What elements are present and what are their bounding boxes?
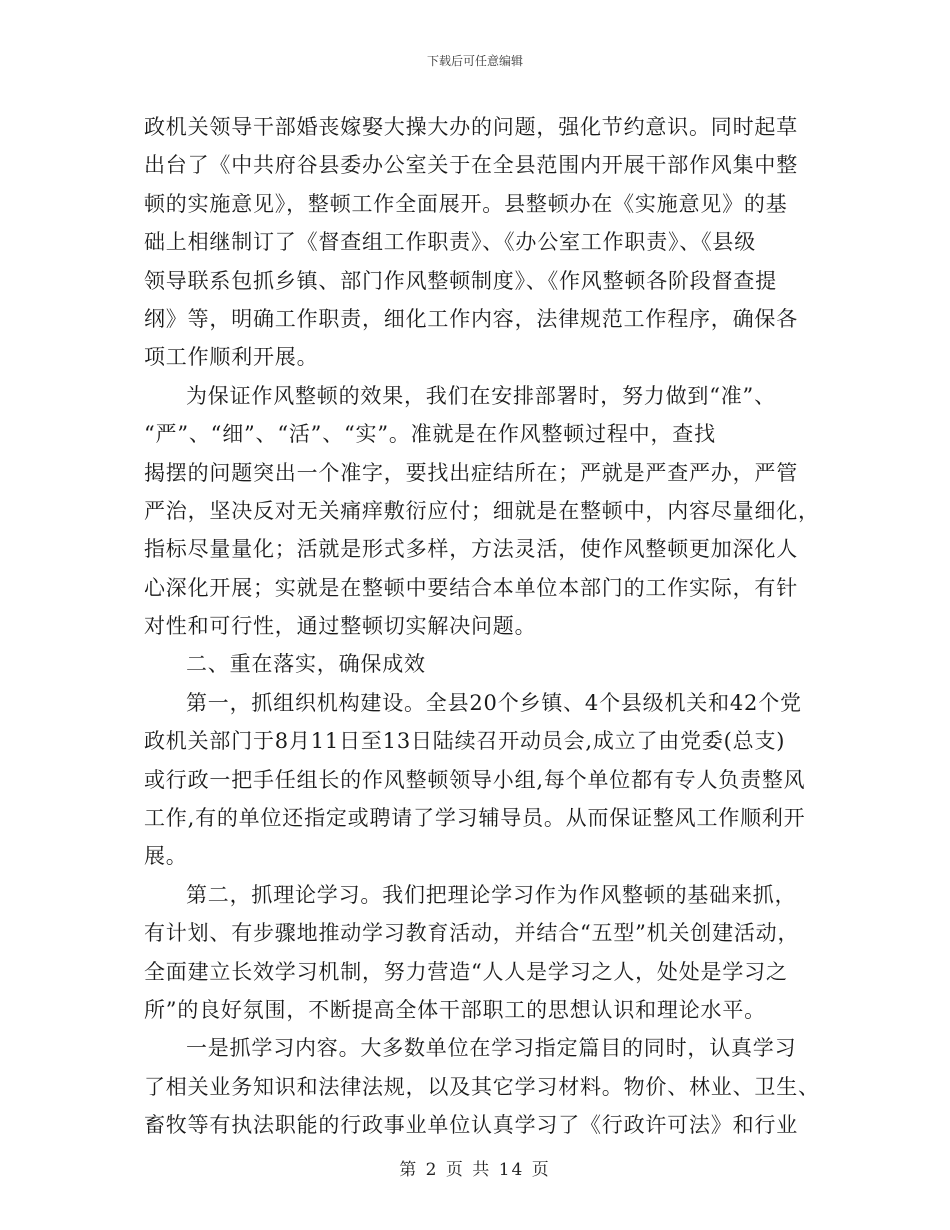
text-line: 或行政一把手任组长的作风整顿领导小组,每个单位都有专人负责整风 [144, 767, 806, 792]
text-line: 指标尽量量化；活就是形式多样，方法灵活，使作风整顿更加深化人 [144, 537, 798, 562]
text-line: 政机关部门于8月11日至13日陆续召开动员会,成立了由党委(总支) [144, 729, 786, 754]
text-line: 工作,有的单位还指定或聘请了学习辅导员。从而保证整风工作顺利开 [144, 806, 806, 831]
text-line: 础上相继制订了《督查组工作职责》、《办公室工作职责》、《县级 [144, 230, 756, 255]
text-line: 有计划、有步骤地推动学习教育活动，并结合“五型”机关创建活动， [144, 921, 800, 946]
text-line: “严”、“细”、“活”、“实”。准就是在作风整顿过程中，查找 [144, 422, 716, 447]
text-line: 对性和可行性，通过整顿切实解决问题。 [144, 614, 537, 639]
document-body [144, 108, 820, 1145]
text-line: 顿的实施意见》，整顿工作全面展开。县整顿办在《实施意见》的基 [144, 191, 788, 216]
text-line: 领导联系包抓乡镇、部门作风整顿制度》、《作风整顿各阶段督查提 [144, 268, 777, 293]
text-line: 全面建立长效学习机制，努力营造“人人是学习之人，处处是学习之 [144, 959, 788, 984]
text-line: 所”的良好氛围，不断提高全体干部职工的思想认识和理论水平。 [144, 997, 766, 1022]
text-line: 二、重在落实，确保成效 [186, 652, 426, 677]
text-line: 政机关领导干部婚丧嫁娶大操大办的问题，强化节约意识。同时起草 [144, 115, 798, 139]
text-line: 出台了《中共府谷县委办公室关于在全县范围内开展干部作风集中整 [144, 153, 798, 178]
text-line: 为保证作风整顿的效果，我们在安排部署时，努力做到“准”、 [186, 383, 776, 408]
text-line: 揭摆的问题突出一个准字，要找出症结所在；严就是严查严办，严管 [144, 460, 798, 485]
text-line: 了相关业务知识和法律法规，以及其它学习材料。物价、林业、卫生、 [144, 1074, 820, 1099]
text-line: 纲》等，明确工作职责，细化工作内容，法律规范工作程序，确保各 [144, 306, 798, 331]
text-line: 严治，坚决反对无关痛痒敷衍应付；细就是在整顿中，内容尽量细化， [144, 498, 820, 523]
text-line: 第一，抓组织机构建设。全县20个乡镇、4个县级机关和42个党 [186, 690, 802, 715]
text-line: 展。 [144, 844, 188, 869]
text-line: 畜牧等有执法职能的行政事业单位认真学习了《行政许可法》和行业 [144, 1113, 798, 1138]
page-header: 下载后可任意编辑 [426, 54, 523, 68]
text-line: 一是抓学习内容。大多数单位在学习指定篇目的同时，认真学习 [186, 1036, 797, 1061]
text-line: 心深化开展；实就是在整顿中要结合本单位本部门的工作实际，有针 [144, 575, 798, 600]
text-line: 第二，抓理论学习。我们把理论学习作为作风整顿的基础来抓， [186, 882, 797, 907]
text-line: 项工作顺利开展。 [144, 345, 319, 370]
page-footer: 第 2 页 共 14 页 [399, 1160, 551, 1180]
